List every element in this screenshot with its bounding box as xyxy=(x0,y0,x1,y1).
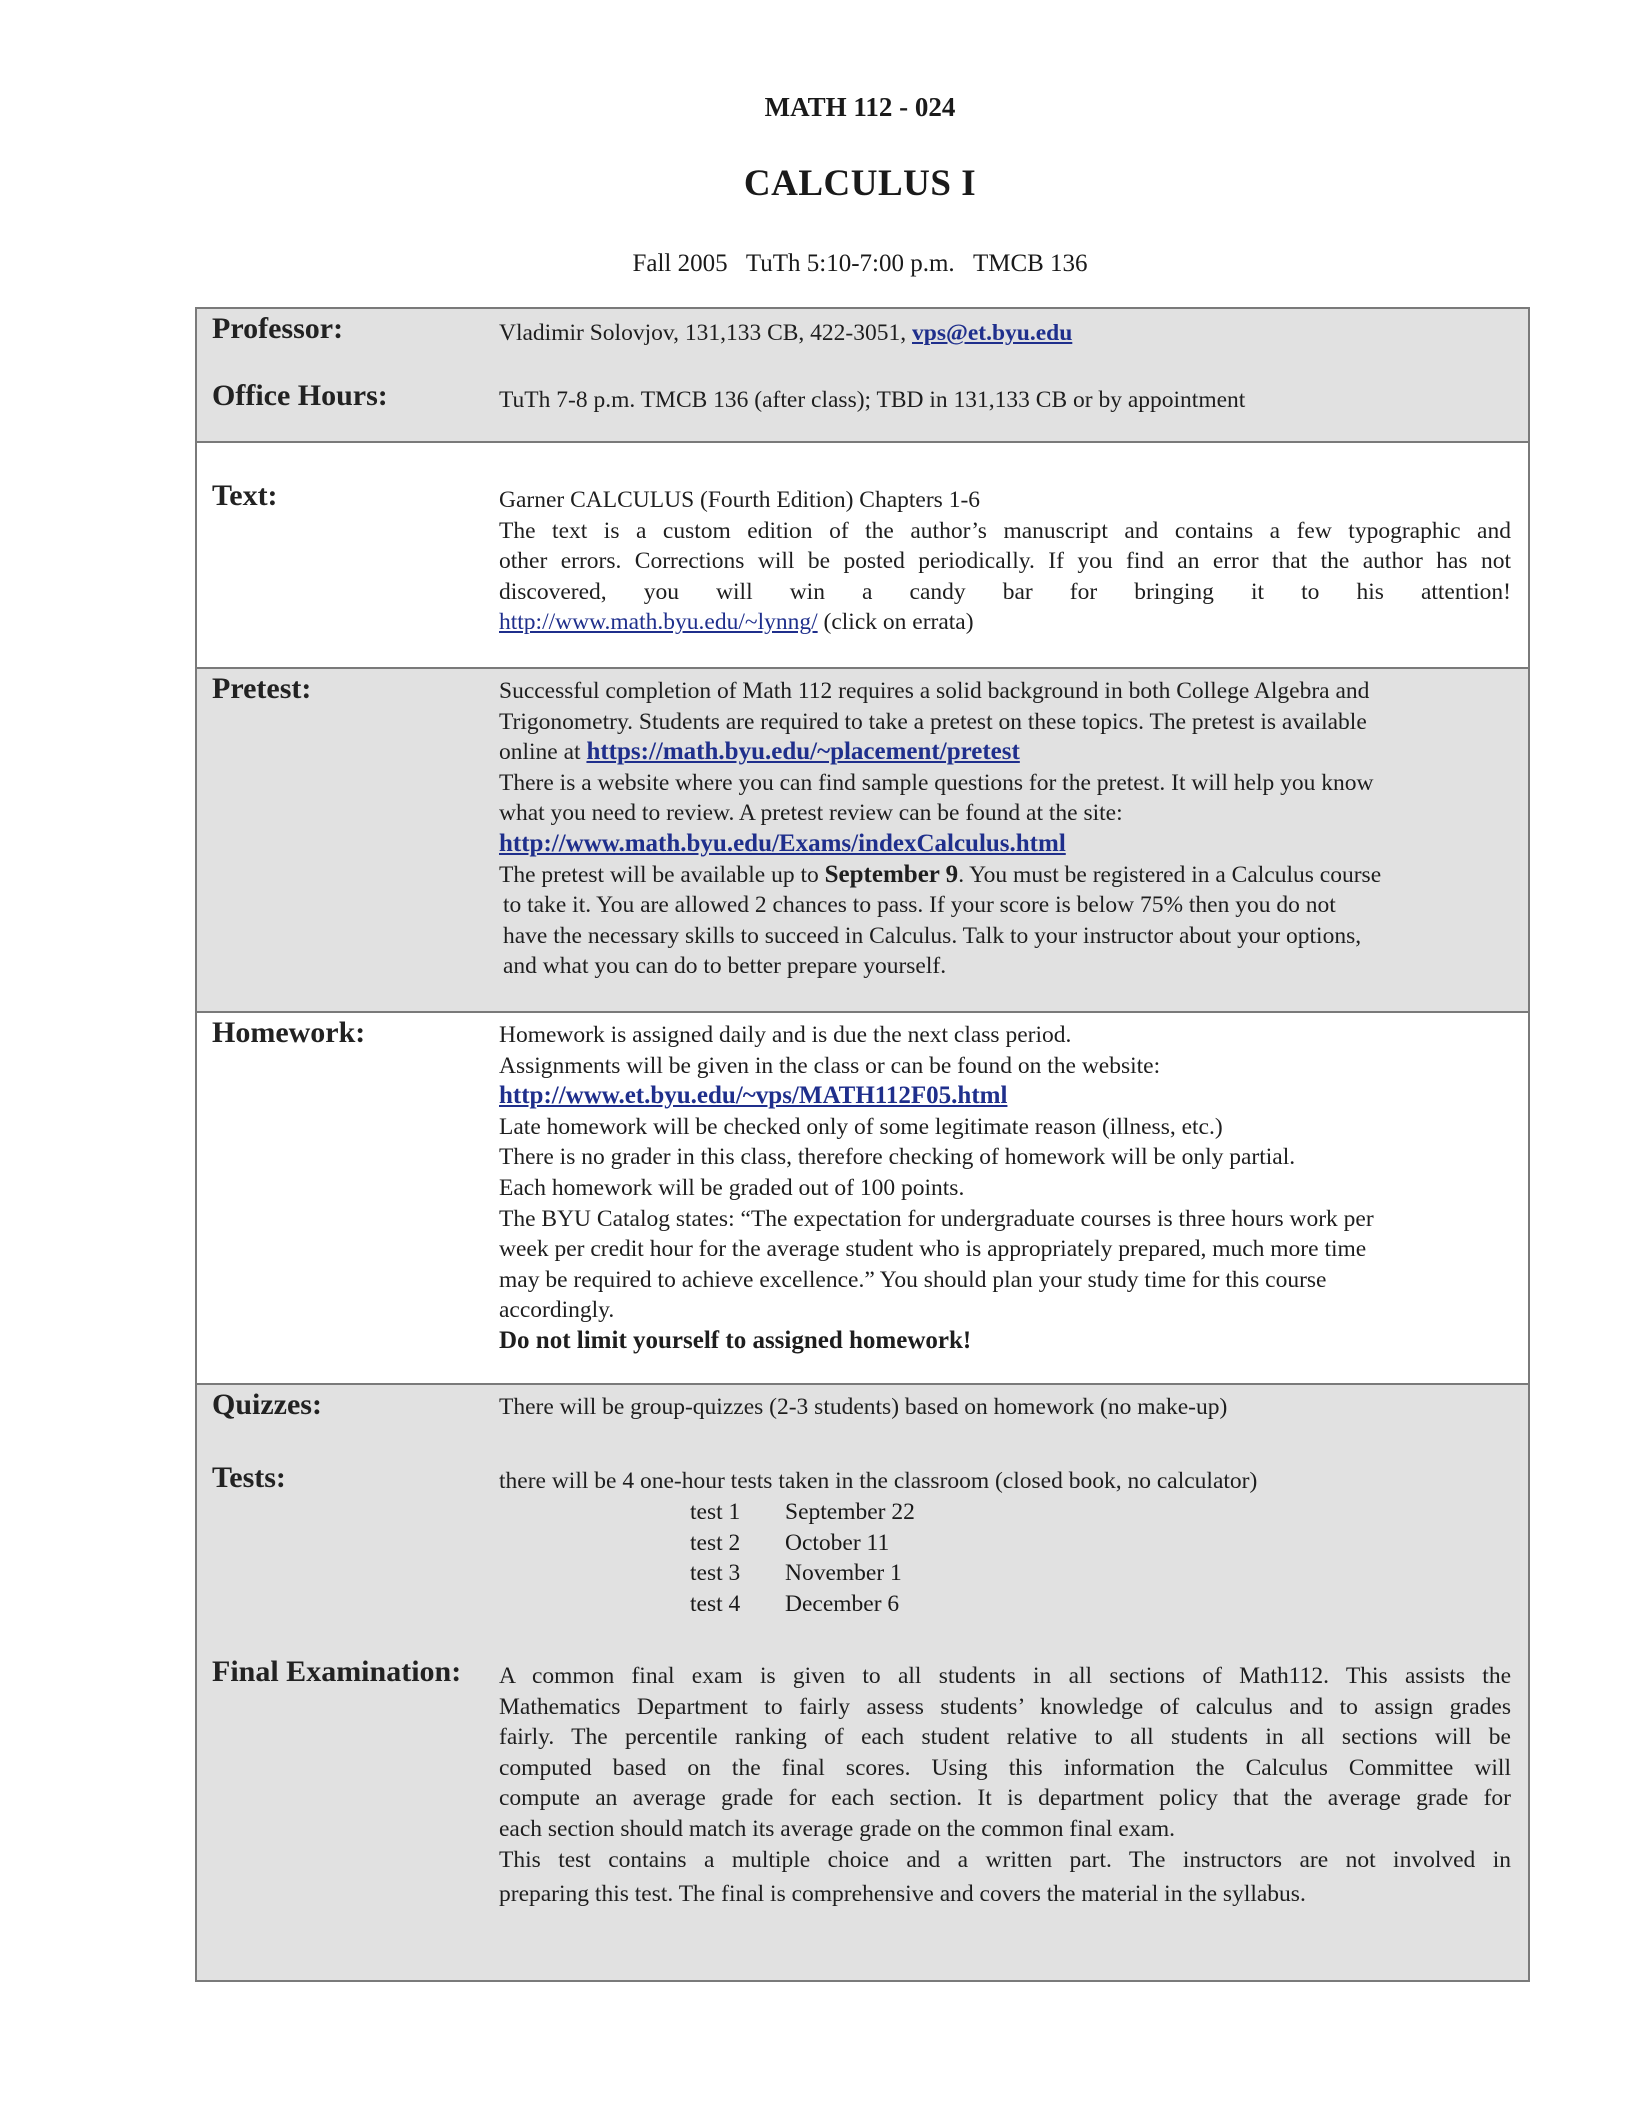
quizzes-label: Quizzes: xyxy=(212,1388,322,1421)
final-line: compute an average grade for each section. It is department policy that the average grade for xyxy=(499,1785,1511,1812)
pretest-line: There is a website where you can find sample questions for the pretest. It will help you know xyxy=(499,769,1374,796)
homework-line: accordingly. xyxy=(499,1297,615,1324)
pretest-line: . You must be registered in a Calculus course xyxy=(958,861,1382,888)
pretest-line: The pretest will be available up to xyxy=(499,861,819,888)
text-content xyxy=(499,485,1511,638)
pretest-review-link[interactable]: http://www.math.byu.edu/Exams/indexCalculus.html xyxy=(499,829,1066,857)
tests-list xyxy=(690,1497,915,1619)
pretest-line: and what you can do to better prepare yourself. xyxy=(503,953,947,980)
homework-label: Homework: xyxy=(212,1016,366,1049)
text-line: The text is a custom edition of the author’s manuscript and contains a few typographic and xyxy=(499,517,1511,544)
professor-info xyxy=(499,318,1511,349)
pretest-line: Successful completion of Math 112 requires a solid background in both College Algebra and xyxy=(499,678,1370,704)
schedule: TuTh 5:10-7:00 p.m. xyxy=(745,250,955,277)
pretest-content xyxy=(499,676,1484,982)
homework-line: There is no grader in this class, therefore checking of homework will be only partial. xyxy=(499,1144,1296,1171)
errata-row xyxy=(499,607,1511,638)
test-name: test 4 xyxy=(690,1590,741,1617)
tests-text: there will be 4 one-hour tests taken in the classroom (closed book, no calculator) xyxy=(499,1468,1258,1494)
quizzes-text: There will be group-quizzes (2-3 students) based on homework (no make-up) xyxy=(499,1394,1228,1420)
homework-emphasis: Do not limit yourself to assigned homework! xyxy=(499,1326,972,1354)
final-exam-label: Final Examination: xyxy=(212,1655,462,1688)
pretest-line: have the necessary skills to succeed in Calculus. Talk to your instructor about your options, xyxy=(503,922,1362,949)
test-name: test 3 xyxy=(690,1560,741,1587)
homework-line: Assignments will be given in the class or can be found on the website: xyxy=(499,1052,1161,1079)
test-row xyxy=(690,1589,915,1620)
assessment-section xyxy=(197,1385,1528,1980)
pretest-line: what you need to review. A pretest review can be found at the site: xyxy=(499,800,1123,827)
homework-line: Homework is assigned daily and is due the next class period. xyxy=(499,1022,1072,1048)
professor-email-link[interactable]: vps@et.byu.edu xyxy=(912,320,1073,346)
homework-line: may be required to achieve excellence.” You should plan your study time for this course xyxy=(499,1266,1327,1293)
professor-section xyxy=(197,309,1528,443)
professor-text: Vladimir Solovjov, 131,133 CB, 422-3051, xyxy=(499,320,907,346)
text-line: discovered, you will win a candy bar for bringing it to his attention! xyxy=(499,578,1511,605)
test-row xyxy=(690,1528,915,1559)
room: TMCB 136 xyxy=(972,250,1088,277)
test-name: test 2 xyxy=(690,1529,741,1556)
final-line: Mathematics Department to fairly assess students’ knowledge of calculus and to assign grades xyxy=(499,1693,1511,1720)
term-line xyxy=(0,250,1640,278)
pretest-line: online at xyxy=(499,739,581,766)
syllabus-table xyxy=(195,307,1530,1982)
final-line: computed based on the final scores. Using this information the Calculus Committee will xyxy=(499,1754,1511,1781)
homework-link[interactable]: http://www.et.byu.edu/~vps/MATH112F05.html xyxy=(499,1082,1008,1110)
test-date: October 11 xyxy=(785,1529,890,1556)
text-line: other errors. Corrections will be posted periodically. If you find an error that the author has not xyxy=(499,548,1511,575)
pretest-deadline: September 9 xyxy=(824,860,959,888)
term: Fall 2005 xyxy=(632,250,728,277)
pretest-deadline-line xyxy=(499,860,1484,891)
homework-content xyxy=(499,1020,1484,1357)
errata-note: (click on errata) xyxy=(823,609,974,636)
pretest-section xyxy=(197,669,1528,1013)
test-date: December 6 xyxy=(785,1590,900,1617)
final-line: fairly. The percentile ranking of each student relative to all students in all sections will be xyxy=(499,1724,1511,1751)
tests-label: Tests: xyxy=(212,1461,286,1494)
homework-section xyxy=(197,1013,1528,1385)
pretest-label: Pretest: xyxy=(212,672,312,705)
pretest-link[interactable]: https://math.byu.edu/~placement/pretest xyxy=(586,738,1020,766)
test-row xyxy=(690,1497,915,1528)
pretest-line: Trigonometry. Students are required to take a pretest on these topics. The pretest is available xyxy=(499,708,1367,735)
office-hours-text: TuTh 7-8 p.m. TMCB 136 (after class); TBD in 131,133 CB or by appointment xyxy=(499,387,1246,413)
course-code: MATH 112 - 024 xyxy=(764,92,956,122)
pretest-line-with-link xyxy=(499,737,1484,768)
final-exam-content xyxy=(499,1661,1511,1910)
final-line: preparing this test. The final is comprehensive and covers the material in the syllabus. xyxy=(499,1881,1306,1908)
test-date: September 22 xyxy=(785,1499,915,1525)
final-line: each section should match its average grade on the common final exam. xyxy=(499,1815,1176,1842)
text-book: Garner CALCULUS (Fourth Edition) Chapters 1-6 xyxy=(499,487,981,513)
errata-link[interactable]: http://www.math.byu.edu/~lynng/ xyxy=(499,609,818,636)
test-name: test 1 xyxy=(690,1499,741,1525)
homework-line: Late homework will be checked only of some legitimate reason (illness, etc.) xyxy=(499,1113,1223,1140)
final-line: A common final exam is given to all students in all sections of Math112. This assists the xyxy=(499,1663,1511,1689)
final-line: This test contains a multiple choice and a written part. The instructors are not involved in xyxy=(499,1846,1511,1873)
homework-line: Each homework will be graded out of 100 points. xyxy=(499,1174,965,1201)
office-hours-label: Office Hours: xyxy=(212,379,388,412)
homework-line: The BYU Catalog states: “The expectation for undergraduate courses is three hours work per xyxy=(499,1205,1374,1232)
pretest-line: to take it. You are allowed 2 chances to pass. If your score is below 75% then you do not xyxy=(503,892,1336,919)
test-row xyxy=(690,1558,915,1589)
text-section xyxy=(197,443,1528,669)
professor-label: Professor: xyxy=(212,312,344,345)
course-title: CALCULUS I xyxy=(743,163,977,204)
text-label: Text: xyxy=(212,479,278,512)
test-date: November 1 xyxy=(785,1560,902,1587)
homework-line: week per credit hour for the average student who is appropriately prepared, much more time xyxy=(499,1236,1367,1263)
